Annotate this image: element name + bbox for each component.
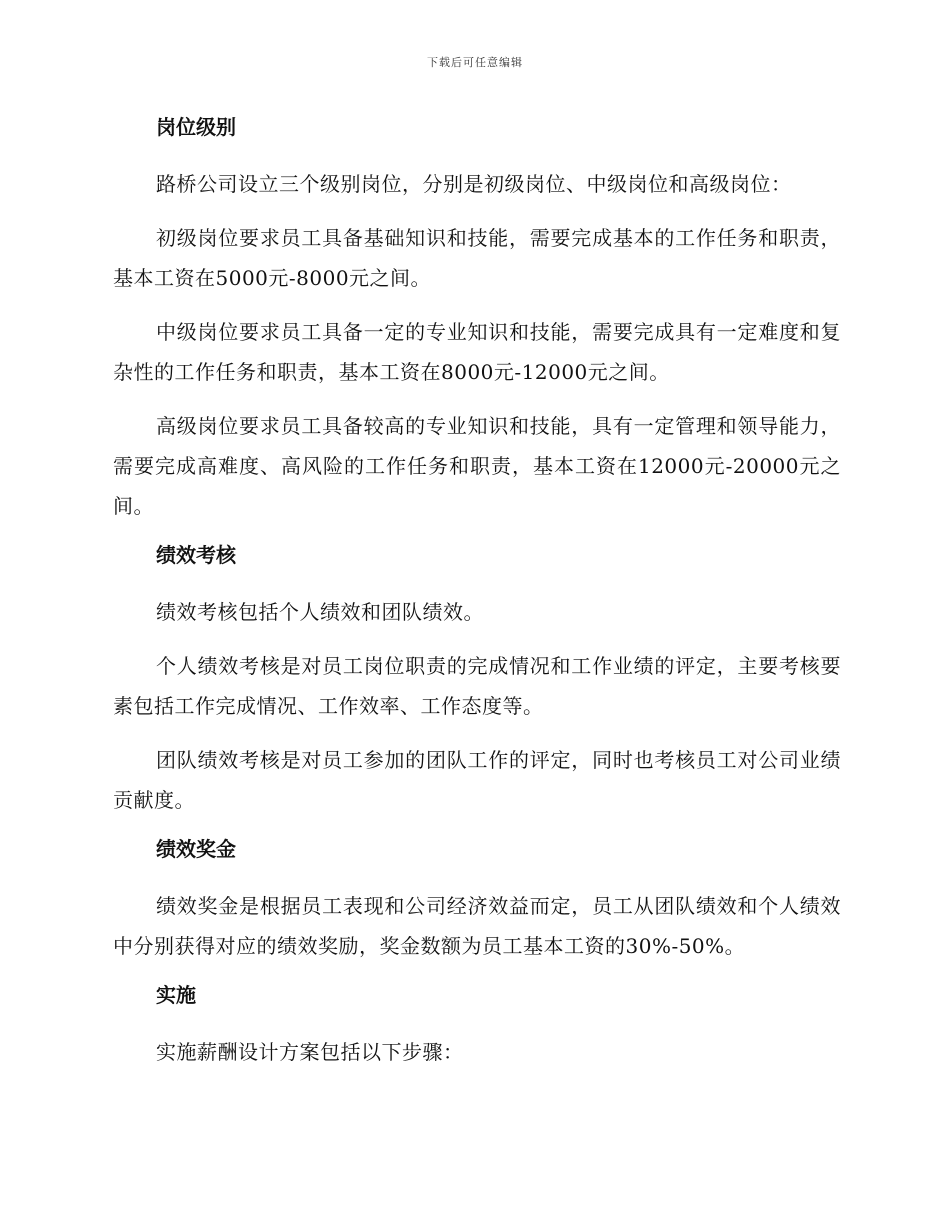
section-heading-levels: 岗位级别 (156, 115, 236, 139)
paragraph: 绩效考核包括个人绩效和团队绩效。 (156, 600, 484, 624)
page-header-note: 下载后可任意编辑 (427, 56, 523, 69)
paragraph: 实施薪酬设计方案包括以下步骤： (156, 1040, 464, 1064)
paragraph: 绩效奖金是根据员工表现和公司经济效益而定，员工从团队绩效和个人绩效中分别获得对应的绩效奖励，奖金数额为员工基本工资的30%-50%。 (113, 894, 841, 958)
paragraph: 初级岗位要求员工具备基础知识和技能，需要完成基本的工作任务和职责，基本工资在5000元-8000元之间。 (113, 226, 841, 290)
section-heading-implementation: 实施 (156, 983, 196, 1007)
paragraph: 团队绩效考核是对员工参加的团队工作的评定，同时也考核员工对公司业绩贡献度。 (113, 748, 841, 812)
paragraph: 个人绩效考核是对员工岗位职责的完成情况和工作业绩的评定，主要考核要素包括工作完成情况、工作效率、工作态度等。 (113, 654, 841, 718)
paragraph: 高级岗位要求员工具备较高的专业知识和技能，具有一定管理和领导能力，需要完成高难度、高风险的工作任务和职责，基本工资在12000元-20000元之间。 (113, 414, 841, 518)
paragraph: 路桥公司设立三个级别岗位，分别是初级岗位、中级岗位和高级岗位： (156, 172, 792, 196)
document-body (113, 112, 841, 1086)
paragraph: 中级岗位要求员工具备一定的专业知识和技能，需要完成具有一定难度和复杂性的工作任务和职责，基本工资在8000元-12000元之间。 (113, 320, 841, 384)
section-heading-performance: 绩效考核 (156, 543, 236, 567)
section-heading-bonus: 绩效奖金 (156, 837, 236, 861)
